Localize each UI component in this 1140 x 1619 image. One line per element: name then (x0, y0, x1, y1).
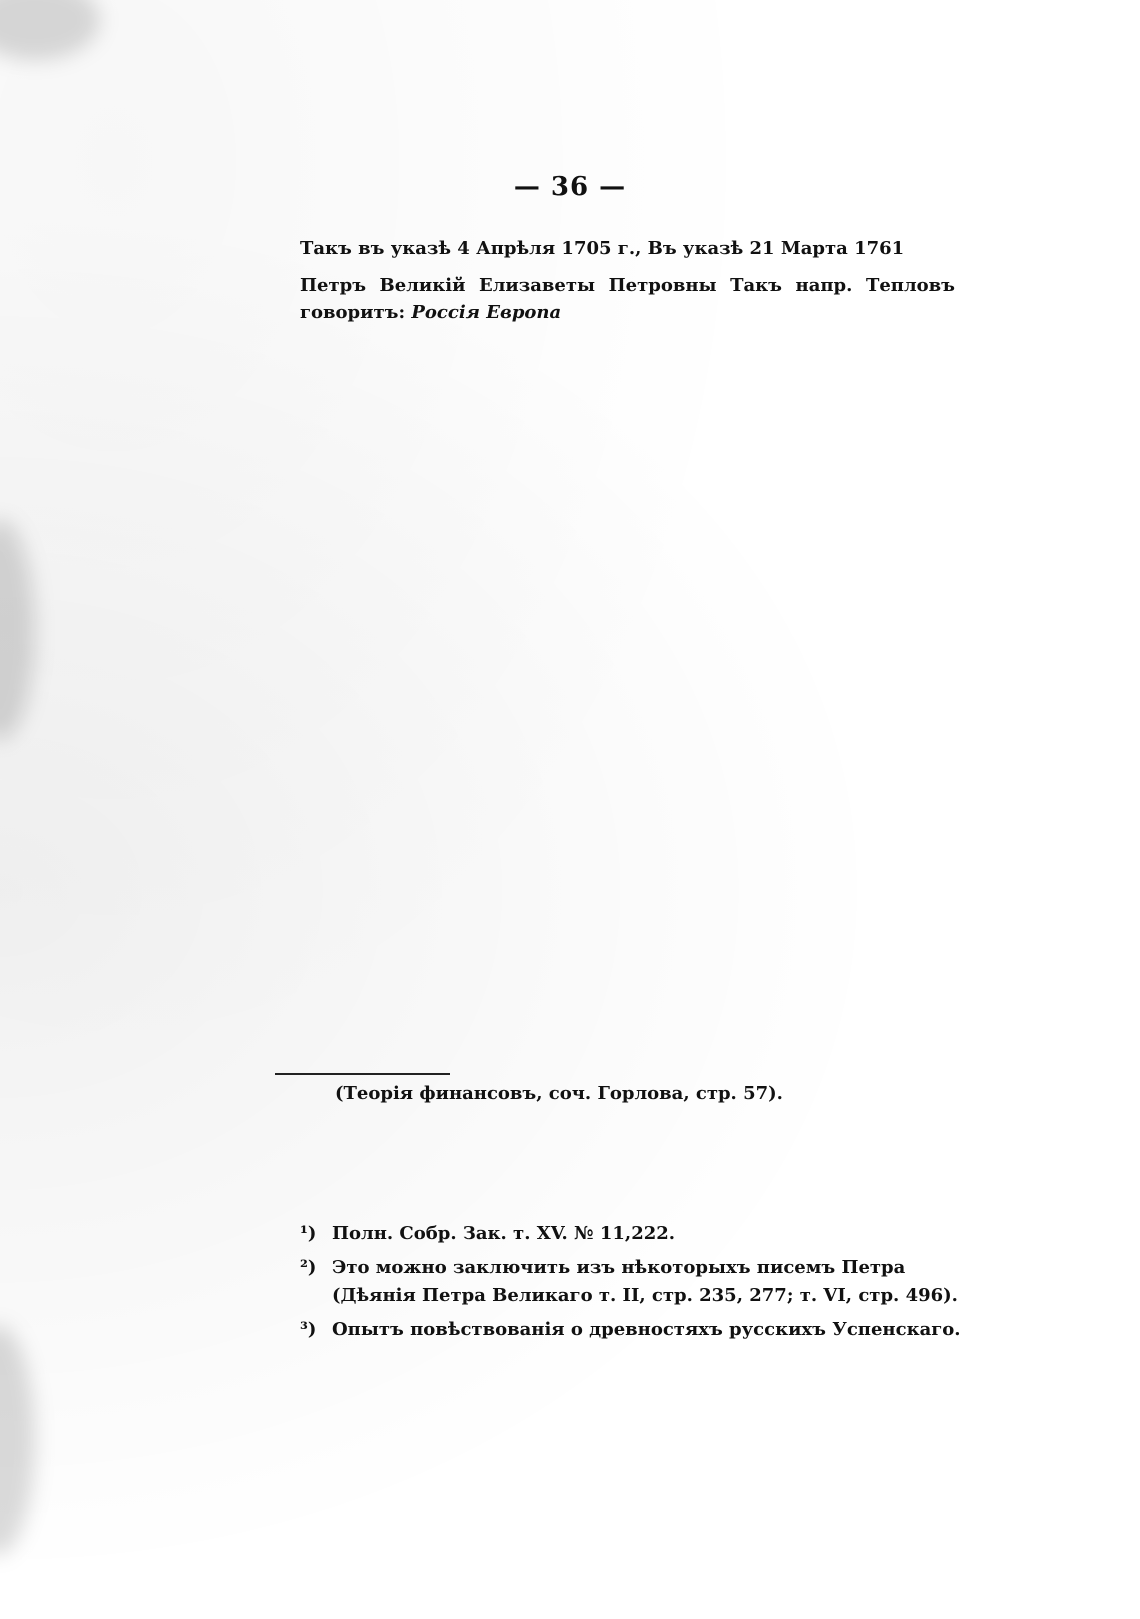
scan-smudge (0, 520, 35, 740)
legible-phrase: Такъ напр. Тепловъ говоритъ: (300, 275, 955, 323)
footnote-mark: ¹) (300, 1223, 317, 1244)
footnote (300, 1316, 990, 1344)
footnote-text: Полн. Собр. Зак. т. XV. № 11,222. (332, 1223, 676, 1244)
legible-phrase: Елизаветы Петровны (479, 275, 717, 296)
legible-phrase: Такъ въ указѣ 4 Апрѣля 1705 г., (300, 238, 642, 259)
main-text (300, 235, 955, 326)
footnote-mark: ³) (300, 1319, 317, 1340)
footnotes (300, 1220, 990, 1350)
footnote-divider (275, 1073, 450, 1075)
paragraph-2 (300, 272, 955, 326)
legible-phrase: Россія (411, 302, 480, 323)
footnote-mark: ²) (300, 1257, 317, 1278)
footnote-text: Опытъ повѣствованія о древностяхъ русскихъ Успенскаго. (332, 1319, 961, 1340)
legible-phrase: Европа (486, 302, 562, 323)
page-number: — 36 — (513, 172, 627, 202)
scan-smudge (0, 0, 100, 60)
legible-phrase: Петръ Великій (300, 275, 466, 296)
paragraph-1 (300, 235, 955, 262)
footnote (300, 1254, 990, 1310)
footnote-text: Это можно заключить изъ нѣкоторыхъ писемъ Петра (Дѣянія Петра Великаго т. II, стр. 235, 277; т. VI, стр. 496). (332, 1257, 958, 1306)
legible-phrase: Въ указѣ 21 Марта 1761 (647, 238, 905, 259)
footnote-continuation (335, 1080, 975, 1108)
footnote-source: (Теорія финансовъ, соч. Горлова, стр. 57). (335, 1083, 783, 1104)
footnote (300, 1220, 990, 1248)
scan-smudge (0, 1325, 35, 1555)
